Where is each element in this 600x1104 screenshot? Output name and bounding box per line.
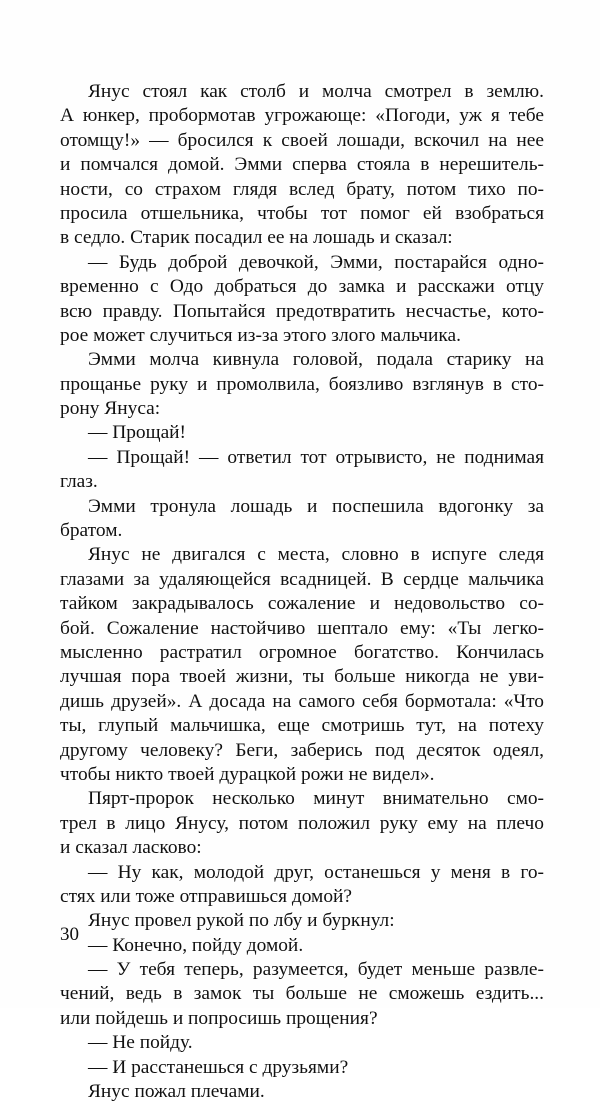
text-line: стях или тоже отправишься домой? bbox=[60, 885, 353, 907]
text-line: мысленно растратил огромное богатство. Кончилась bbox=[60, 641, 544, 663]
text-line: — Ну как, молодой друг, останешься у меня в го- bbox=[88, 861, 544, 883]
text-line: Янус провел рукой по лбу и буркнул: bbox=[88, 910, 395, 932]
text-line: — Будь доброй девочкой, Эмми, постарайся одно- bbox=[88, 251, 544, 273]
text-line: чений, ведь в замок ты больше не сможешь ездить... bbox=[60, 983, 544, 1005]
text-line: или пойдешь и попросишь прощения? bbox=[60, 1007, 378, 1029]
text-line: и сказал ласково: bbox=[60, 837, 202, 859]
text-line: Янус стоял как столб и молча смотрел в землю. bbox=[88, 81, 544, 102]
text-line: Янус пожал плечами. bbox=[88, 1081, 265, 1103]
text-line: — Конечно, пойду домой. bbox=[88, 934, 304, 956]
text-line: прощанье руку и промолвила, боязливо взглянув в сто- bbox=[60, 373, 544, 395]
text-line: Янус не двигался с места, словно в испуге следя bbox=[88, 544, 544, 566]
text-line: А юнкер, пробормотав угрожающе: «Погоди, уж я тебе bbox=[60, 105, 544, 127]
text-line: Пярт-пророк несколько минут внимательно смо- bbox=[88, 788, 544, 810]
text-line: — Прощай! bbox=[88, 422, 187, 444]
text-line: тайком закрадывалось сожаление и недовольство со- bbox=[60, 593, 544, 615]
text-line: бой. Сожаление настойчиво шептало ему: «Ты легко- bbox=[60, 617, 544, 639]
text-line: ности, со страхом глядя вслед брату, потом тихо по- bbox=[60, 178, 544, 200]
text-line: — И расстанешься с друзьями? bbox=[88, 1056, 349, 1078]
text-line: временно с Одо добраться до замка и расскажи отцу bbox=[60, 276, 544, 298]
text-line: глазами за удаляющейся всадницей. В сердце мальчика bbox=[60, 568, 544, 590]
text-line: и помчался домой. Эмми сперва стояла в нерешитель- bbox=[60, 154, 544, 176]
text-line: рое может случиться из-за этого злого мальчика. bbox=[60, 324, 461, 346]
text-line: дишь друзей». А досада на самого себя бормотала: «Что bbox=[60, 690, 544, 712]
text-line: трел в лицо Янусу, потом положил руку ему на плечо bbox=[60, 812, 544, 834]
page-number: 30 bbox=[60, 924, 79, 945]
text-line: в седло. Старик посадил ее на лошадь и сказал: bbox=[60, 227, 453, 249]
text-line: — Не пойду. bbox=[88, 1032, 193, 1054]
text-line: — Прощай! — ответил тот отрывисто, не поднимая bbox=[88, 446, 544, 468]
text-line: другому человеку? Беги, заберись под десяток одеял, bbox=[60, 739, 544, 761]
text-line: глаз. bbox=[60, 471, 98, 493]
text-line: ты, глупый мальчишка, еще смотришь тут, на потеху bbox=[60, 715, 544, 737]
text-line: просила отшельника, чтобы тот помог ей взобраться bbox=[60, 202, 544, 224]
text-line: чтобы никто твоей дурацкой рожи не видел». bbox=[60, 763, 435, 785]
text-line: Эмми молча кивнула головой, подала старику на bbox=[88, 349, 544, 371]
text-line: Эмми тронула лошадь и поспешила вдогонку за bbox=[88, 495, 544, 517]
text-line: братом. bbox=[60, 520, 123, 542]
text-line: отомщу!» — бросился к своей лошади, вскочил на нее bbox=[60, 129, 544, 151]
text-line: лучшая пора твоей жизни, ты больше никогда не уви- bbox=[60, 666, 544, 688]
text-line: — У тебя теперь, разумеется, будет меньше развле- bbox=[88, 959, 544, 981]
text-line: рону Януса: bbox=[60, 398, 161, 420]
body-text bbox=[60, 80, 544, 1104]
text-line: всю правду. Попытайся предотвратить несчастье, кото- bbox=[60, 300, 544, 322]
